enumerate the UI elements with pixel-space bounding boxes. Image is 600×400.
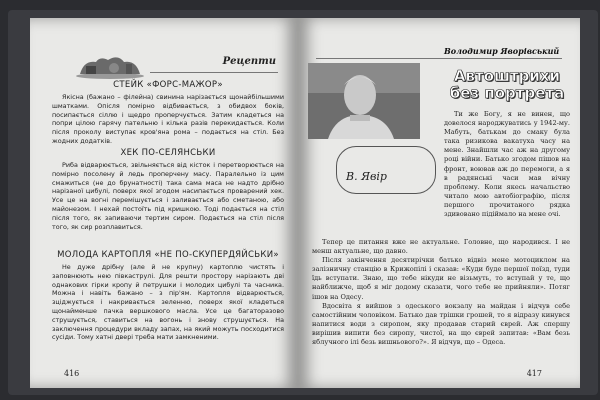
author-signature: В. Явір <box>346 170 387 183</box>
page-number: 417 <box>526 369 542 378</box>
author-photo <box>308 63 420 139</box>
left-page <box>30 18 298 388</box>
paragraph-text: Вдосвіта я вийшов з одеського вокзалу на майдан і відчув себе самостійним чоловіком. Батько дав трішки грошей, то я відразу кинувся напитися води з сиропом, яку продавав старий єврей. Аж спершу вирішив випити без сиропу, чистої, на що єврей запитав: «Вам безь яблучного ілі безь вишньового?». Я відчув, що – Одеса. <box>312 301 570 347</box>
paragraph-1 <box>444 110 570 219</box>
article-title: Автоштрихи без портрета <box>449 67 565 102</box>
recipe-text: Риба відварюється, звільняється від кісток і перетворюється на помірно посолену й ледь проперчену масу. Паралельно із цим смажиться (не до брунатності) така сама маса не надто дрібно нарізаної цибулі, поверх якої згодом насипається проварений хек. Усе це на вогні перемішується і заливається або сметаною, або майонезом. І нехай постоїть під кришкою. Тоді подається на стіл після того, як запиваючи тертим сиром. Подається на стіл після того, як сир розплавиться. <box>52 161 284 231</box>
header-rule <box>316 58 562 59</box>
recipe-3 <box>52 250 284 342</box>
paragraph-text: Тепер це питання вже не актуальне. Головне, що народився. І не менш актуальне, що давно. <box>312 238 570 256</box>
header-rule <box>150 72 278 73</box>
recipe-text: Не дуже дрібну (але й не крупну) картоплю чистять і заповнюють нею півкаструлі. Для решти простору нарізають дві однакових гірки кропу й петрушки і молодих цибулі та часника. Можна і навіть бажано – з пір'ям. Картопля відварюється, зціджується і накривається зеленню, поверх якої кладеться щонайменше пачка вершкового масла. Усе це багаторазово струшується, ставиться на вогонь і знову струшується. На заключення процедури вкладу запах, на який можуть посходитися сусіди. Тому хатні двері треба мати замкненими. <box>52 263 284 342</box>
recipe-2 <box>52 148 284 231</box>
author-name: Володимир Яворівський <box>444 46 560 56</box>
body-text <box>312 238 570 347</box>
recipe-1 <box>52 80 284 146</box>
section-label: Рецепти <box>222 56 276 67</box>
recipe-title: СТЕЙК «ФОРС-МАЖОР» <box>113 80 223 90</box>
paragraph-text: Після закінчення десятирічки батько відвіз мене мотоциклом на залізничну станцію в Крижопілі і сказав: «Куди буде першої поїзд, туди їдь вступати. Знаю, що тебе нікуди не візьмуть, то вступай у те, що найближче, щоб я міг додому сказати, чого тебе не прийняли». Потяг ішов на Одесу. <box>312 256 570 301</box>
recipe-title: ХЕК ПО-СЕЛЯНСЬКИ <box>120 148 216 158</box>
paragraph-text: Ти же Богу, я не винен, що довелося народжуватись у 1942-му. Мабуть, батькам до смаку була така ризикова вакатуха часу на мене. Знайшли час аж на другому році війни. Батько згодом пішов на фронт, воював аж до перемоги, а я в радянські часи мав вічну проблему. Коли якесь начальство читало мою автобіографію, після першого прочитаного рядка здивовано підіймало на мене очі. <box>444 110 570 219</box>
recipe-title: МОЛОДА КАРТОПЛЯ «НЕ ПО-СКУПЕРДЯЙСЬКИ» <box>57 250 279 260</box>
right-page <box>298 18 580 388</box>
page-number: 416 <box>64 369 80 378</box>
kitchen-illustration-icon <box>74 52 146 80</box>
recipe-text: Якісна (бажано – філейна) свинина нарізається щонайбільшими шматками. Опісля помірно відбивається, з обидвох боків, посипається сіллю і щедро проперчується. Затим кладеться на попри цілою гарячу пательню і кілька разів перекидається. Коли після проколу виступає кров'яна рома – подається на стіл. Без жодних додатків. <box>52 93 284 145</box>
